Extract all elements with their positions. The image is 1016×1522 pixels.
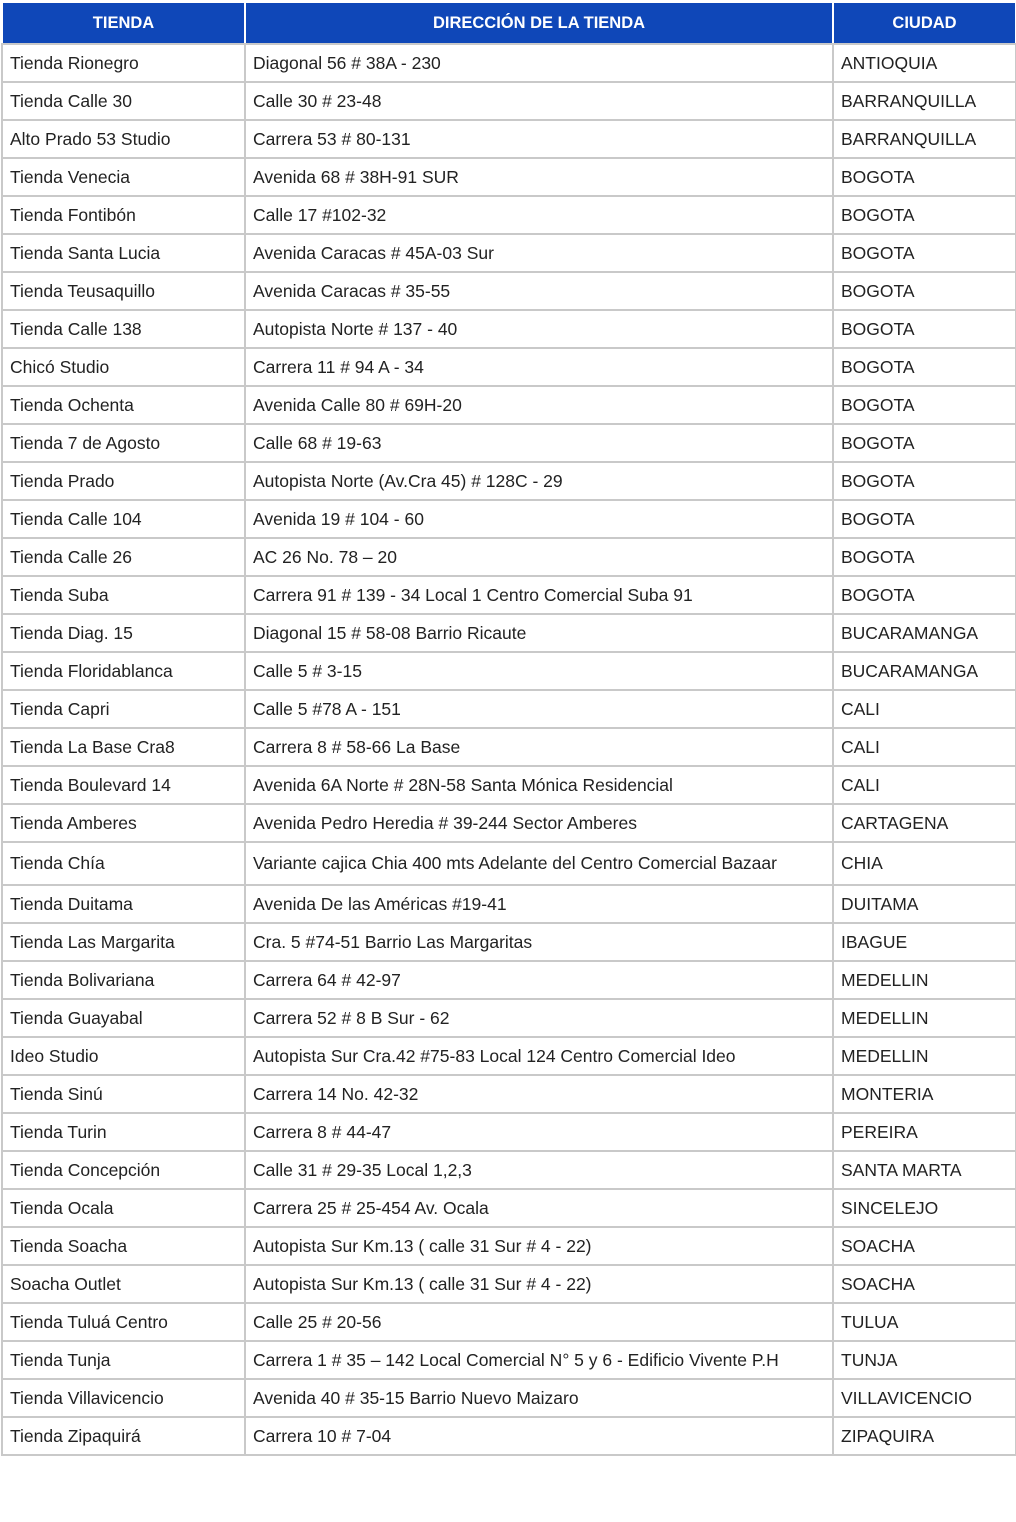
cell-tienda: Tienda Calle 104 <box>2 500 245 538</box>
cell-direccion: Calle 31 # 29-35 Local 1,2,3 <box>245 1151 833 1189</box>
table-row <box>2 1303 1016 1341</box>
cell-tienda: Tienda Calle 30 <box>2 82 245 120</box>
cell-direccion: Autopista Norte # 137 - 40 <box>245 310 833 348</box>
table-row <box>2 196 1016 234</box>
cell-tienda: Tienda Zipaquirá <box>2 1417 245 1455</box>
cell-ciudad: MEDELLIN <box>833 1037 1016 1075</box>
cell-ciudad: SINCELEJO <box>833 1189 1016 1227</box>
cell-direccion: Calle 30 # 23-48 <box>245 82 833 120</box>
cell-direccion: Autopista Norte (Av.Cra 45) # 128C - 29 <box>245 462 833 500</box>
cell-ciudad: SOACHA <box>833 1227 1016 1265</box>
cell-direccion: Carrera 10 # 7-04 <box>245 1417 833 1455</box>
cell-direccion: Autopista Sur Km.13 ( calle 31 Sur # 4 - 22) <box>245 1227 833 1265</box>
table-row <box>2 842 1016 885</box>
cell-direccion: Avenida 19 # 104 - 60 <box>245 500 833 538</box>
cell-ciudad: BOGOTA <box>833 158 1016 196</box>
cell-tienda: Tienda Prado <box>2 462 245 500</box>
cell-direccion: Autopista Sur Cra.42 #75-83 Local 124 Centro Comercial Ideo <box>245 1037 833 1075</box>
cell-tienda: Tienda Bolivariana <box>2 961 245 999</box>
table-row <box>2 728 1016 766</box>
cell-tienda: Tienda Santa Lucia <box>2 234 245 272</box>
table-row <box>2 1417 1016 1455</box>
table-row <box>2 348 1016 386</box>
cell-direccion: Avenida 6A Norte # 28N-58 Santa Mónica Residencial <box>245 766 833 804</box>
cell-ciudad: ZIPAQUIRA <box>833 1417 1016 1455</box>
table-row <box>2 999 1016 1037</box>
table-row <box>2 1227 1016 1265</box>
cell-tienda: Tienda Tunja <box>2 1341 245 1379</box>
cell-direccion: Carrera 8 # 44-47 <box>245 1113 833 1151</box>
cell-ciudad: TULUA <box>833 1303 1016 1341</box>
cell-ciudad: MONTERIA <box>833 1075 1016 1113</box>
cell-ciudad: VILLAVICENCIO <box>833 1379 1016 1417</box>
table-row <box>2 1037 1016 1075</box>
cell-ciudad: SANTA MARTA <box>833 1151 1016 1189</box>
cell-tienda: Tienda Floridablanca <box>2 652 245 690</box>
table-row <box>2 1189 1016 1227</box>
cell-ciudad: CALI <box>833 690 1016 728</box>
cell-ciudad: BOGOTA <box>833 462 1016 500</box>
cell-ciudad: BOGOTA <box>833 348 1016 386</box>
cell-tienda: Tienda Calle 138 <box>2 310 245 348</box>
cell-tienda: Tienda Calle 26 <box>2 538 245 576</box>
cell-tienda: Tienda Venecia <box>2 158 245 196</box>
cell-ciudad: MEDELLIN <box>833 999 1016 1037</box>
cell-tienda: Tienda Chía <box>2 842 245 885</box>
cell-direccion: Carrera 14 No. 42-32 <box>245 1075 833 1113</box>
table-row <box>2 44 1016 82</box>
cell-direccion: Autopista Sur Km.13 ( calle 31 Sur # 4 - 22) <box>245 1265 833 1303</box>
table-row <box>2 961 1016 999</box>
cell-ciudad: PEREIRA <box>833 1113 1016 1151</box>
cell-tienda: Ideo Studio <box>2 1037 245 1075</box>
table-row <box>2 804 1016 842</box>
cell-ciudad: BOGOTA <box>833 234 1016 272</box>
table-row <box>2 766 1016 804</box>
cell-direccion: Carrera 53 # 80-131 <box>245 120 833 158</box>
cell-direccion: Diagonal 15 # 58-08 Barrio Ricaute <box>245 614 833 652</box>
cell-direccion: Avenida Pedro Heredia # 39-244 Sector Amberes <box>245 804 833 842</box>
cell-ciudad: BUCARAMANGA <box>833 652 1016 690</box>
cell-direccion: Carrera 25 # 25-454 Av. Ocala <box>245 1189 833 1227</box>
table-row <box>2 82 1016 120</box>
cell-direccion: Carrera 8 # 58-66 La Base <box>245 728 833 766</box>
table-row <box>2 310 1016 348</box>
cell-tienda: Tienda Turin <box>2 1113 245 1151</box>
cell-tienda: Tienda Amberes <box>2 804 245 842</box>
cell-tienda: Tienda Suba <box>2 576 245 614</box>
table-row <box>2 538 1016 576</box>
table-row <box>2 1265 1016 1303</box>
table-row <box>2 1075 1016 1113</box>
cell-tienda: Chicó Studio <box>2 348 245 386</box>
cell-tienda: Tienda 7 de Agosto <box>2 424 245 462</box>
table-row <box>2 158 1016 196</box>
cell-tienda: Tienda Rionegro <box>2 44 245 82</box>
header-tienda: TIENDA <box>2 2 245 44</box>
cell-ciudad: DUITAMA <box>833 885 1016 923</box>
cell-ciudad: TUNJA <box>833 1341 1016 1379</box>
table-row <box>2 576 1016 614</box>
cell-direccion: Carrera 52 # 8 B Sur - 62 <box>245 999 833 1037</box>
cell-tienda: Tienda Duitama <box>2 885 245 923</box>
cell-direccion: Avenida Caracas # 45A-03 Sur <box>245 234 833 272</box>
cell-direccion: Carrera 11 # 94 A - 34 <box>245 348 833 386</box>
table-row <box>2 272 1016 310</box>
cell-direccion: Avenida Caracas # 35-55 <box>245 272 833 310</box>
header-row <box>2 2 1016 44</box>
cell-ciudad: BOGOTA <box>833 538 1016 576</box>
cell-tienda: Tienda Las Margarita <box>2 923 245 961</box>
cell-tienda: Tienda Ocala <box>2 1189 245 1227</box>
cell-ciudad: BOGOTA <box>833 576 1016 614</box>
cell-tienda: Tienda La Base Cra8 <box>2 728 245 766</box>
table-row <box>2 120 1016 158</box>
cell-direccion: Variante cajica Chia 400 mts Adelante del Centro Comercial Bazaar <box>245 842 833 885</box>
cell-ciudad: BOGOTA <box>833 310 1016 348</box>
cell-tienda: Tienda Teusaquillo <box>2 272 245 310</box>
table-row <box>2 614 1016 652</box>
cell-direccion: Avenida 40 # 35-15 Barrio Nuevo Maizaro <box>245 1379 833 1417</box>
table-row <box>2 1151 1016 1189</box>
cell-direccion: Avenida Calle 80 # 69H-20 <box>245 386 833 424</box>
table-row <box>2 690 1016 728</box>
cell-direccion: Calle 68 # 19-63 <box>245 424 833 462</box>
table-row <box>2 386 1016 424</box>
cell-ciudad: BOGOTA <box>833 272 1016 310</box>
cell-direccion: Avenida De las Américas #19-41 <box>245 885 833 923</box>
table-row <box>2 1379 1016 1417</box>
cell-tienda: Tienda Diag. 15 <box>2 614 245 652</box>
table-row <box>2 500 1016 538</box>
cell-ciudad: BOGOTA <box>833 196 1016 234</box>
cell-ciudad: BOGOTA <box>833 424 1016 462</box>
cell-direccion: Calle 25 # 20-56 <box>245 1303 833 1341</box>
cell-ciudad: SOACHA <box>833 1265 1016 1303</box>
header-direccion: DIRECCIÓN DE LA TIENDA <box>245 2 833 44</box>
cell-direccion: Calle 5 # 3-15 <box>245 652 833 690</box>
cell-tienda: Tienda Tuluá Centro <box>2 1303 245 1341</box>
cell-ciudad: BUCARAMANGA <box>833 614 1016 652</box>
cell-direccion: Carrera 1 # 35 – 142 Local Comercial N° 5 y 6 - Edificio Vivente P.H <box>245 1341 833 1379</box>
cell-ciudad: IBAGUE <box>833 923 1016 961</box>
cell-direccion: AC 26 No. 78 – 20 <box>245 538 833 576</box>
cell-tienda: Tienda Soacha <box>2 1227 245 1265</box>
cell-tienda: Tienda Sinú <box>2 1075 245 1113</box>
cell-direccion: Avenida 68 # 38H-91 SUR <box>245 158 833 196</box>
table-row <box>2 652 1016 690</box>
cell-direccion: Calle 17 #102-32 <box>245 196 833 234</box>
cell-ciudad: CHIA <box>833 842 1016 885</box>
cell-ciudad: CALI <box>833 728 1016 766</box>
cell-ciudad: CALI <box>833 766 1016 804</box>
cell-tienda: Tienda Boulevard 14 <box>2 766 245 804</box>
cell-ciudad: BARRANQUILLA <box>833 120 1016 158</box>
cell-ciudad: CARTAGENA <box>833 804 1016 842</box>
cell-tienda: Tienda Ochenta <box>2 386 245 424</box>
cell-tienda: Tienda Fontibón <box>2 196 245 234</box>
cell-direccion: Carrera 64 # 42-97 <box>245 961 833 999</box>
table-row <box>2 923 1016 961</box>
cell-direccion: Calle 5 #78 A - 151 <box>245 690 833 728</box>
table-row <box>2 424 1016 462</box>
store-table <box>1 1 1016 1456</box>
table-row <box>2 1113 1016 1151</box>
header-ciudad: CIUDAD <box>833 2 1016 44</box>
table-row <box>2 462 1016 500</box>
cell-direccion: Cra. 5 #74-51 Barrio Las Margaritas <box>245 923 833 961</box>
cell-tienda: Tienda Villavicencio <box>2 1379 245 1417</box>
cell-tienda: Tienda Concepción <box>2 1151 245 1189</box>
cell-ciudad: BOGOTA <box>833 386 1016 424</box>
cell-direccion: Carrera 91 # 139 - 34 Local 1 Centro Comercial Suba 91 <box>245 576 833 614</box>
cell-tienda: Soacha Outlet <box>2 1265 245 1303</box>
table-row <box>2 1341 1016 1379</box>
cell-ciudad: BOGOTA <box>833 500 1016 538</box>
cell-tienda: Tienda Guayabal <box>2 999 245 1037</box>
cell-ciudad: BARRANQUILLA <box>833 82 1016 120</box>
cell-direccion: Diagonal 56 # 38A - 230 <box>245 44 833 82</box>
cell-ciudad: ANTIOQUIA <box>833 44 1016 82</box>
table-row <box>2 234 1016 272</box>
cell-ciudad: MEDELLIN <box>833 961 1016 999</box>
table-row <box>2 885 1016 923</box>
cell-tienda: Tienda Capri <box>2 690 245 728</box>
cell-tienda: Alto Prado 53 Studio <box>2 120 245 158</box>
